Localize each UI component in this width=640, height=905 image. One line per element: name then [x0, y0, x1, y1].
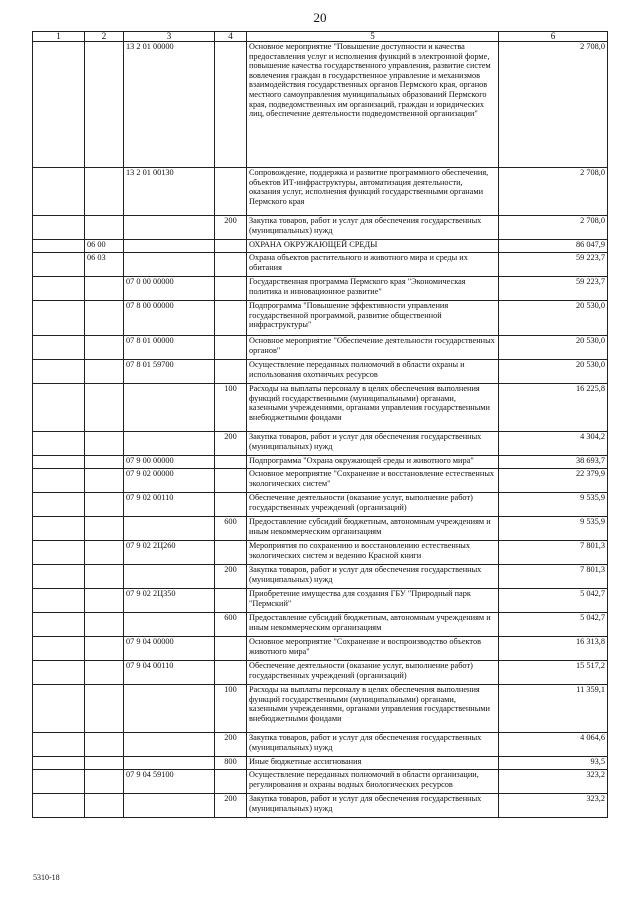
target-article-cell: 07 8 01 00000	[124, 336, 215, 360]
subsection-cell	[85, 384, 124, 432]
section-cell	[33, 493, 85, 517]
expense-type-cell	[215, 277, 247, 301]
subsection-cell	[85, 469, 124, 493]
section-cell	[33, 432, 85, 456]
amount-cell: 7 801,3	[499, 541, 608, 565]
section-cell	[33, 336, 85, 360]
subsection-cell	[85, 685, 124, 733]
table-body	[33, 42, 608, 818]
section-cell	[33, 456, 85, 469]
section-cell	[33, 770, 85, 794]
table-row	[33, 253, 608, 277]
subsection-cell	[85, 733, 124, 757]
subsection-cell	[85, 301, 124, 336]
section-cell	[33, 733, 85, 757]
subsection-cell	[85, 493, 124, 517]
column-header: 3	[124, 32, 215, 42]
section-cell	[33, 565, 85, 589]
expense-type-cell: 200	[215, 432, 247, 456]
section-cell	[33, 613, 85, 637]
document-code: 5310-18	[33, 873, 60, 882]
description-cell: Расходы на выплаты персоналу в целях обеспечения выполнения функций государственными (муниципальными) органами, казенными учреждениями, органами управления государственными внебюджетными фондами	[247, 685, 499, 733]
expense-type-cell	[215, 168, 247, 216]
table-row	[33, 661, 608, 685]
amount-cell: 16 225,8	[499, 384, 608, 432]
section-cell	[33, 240, 85, 253]
subsection-cell	[85, 770, 124, 794]
table-row	[33, 168, 608, 216]
subsection-cell	[85, 661, 124, 685]
section-cell	[33, 42, 85, 168]
target-article-cell	[124, 216, 215, 240]
table-row	[33, 240, 608, 253]
budget-table	[32, 31, 608, 818]
description-cell: Закупка товаров, работ и услуг для обеспечения государственных (муниципальных) нужд	[247, 432, 499, 456]
target-article-cell: 13 2 01 00130	[124, 168, 215, 216]
description-cell: Закупка товаров, работ и услуг для обеспечения государственных (муниципальных) нужд	[247, 794, 499, 818]
expense-type-cell: 200	[215, 794, 247, 818]
target-article-cell	[124, 613, 215, 637]
table-row	[33, 541, 608, 565]
table-row	[33, 613, 608, 637]
column-header: 1	[33, 32, 85, 42]
description-cell: Осуществление переданных полномочий в области охраны и использования охотничьих ресурсов	[247, 360, 499, 384]
section-cell	[33, 216, 85, 240]
expense-type-cell: 200	[215, 216, 247, 240]
expense-type-cell	[215, 637, 247, 661]
expense-type-cell	[215, 770, 247, 794]
description-cell: Сопровождение, поддержка и развитие программного обеспечения, объектов ИТ-инфраструктуры, автоматизация деятельности, оказания услуг, исполнения функций государственными органами Пермского края	[247, 168, 499, 216]
expense-type-cell	[215, 253, 247, 277]
target-article-cell	[124, 240, 215, 253]
table-row	[33, 469, 608, 493]
table-row	[33, 770, 608, 794]
subsection-cell	[85, 613, 124, 637]
target-article-cell: 07 8 00 00000	[124, 301, 215, 336]
section-cell	[33, 637, 85, 661]
table-row	[33, 685, 608, 733]
description-cell: Подпрограмма "Охрана окружающей среды и животного мира"	[247, 456, 499, 469]
target-article-cell	[124, 685, 215, 733]
expense-type-cell: 100	[215, 685, 247, 733]
table-row	[33, 794, 608, 818]
amount-cell: 7 801,3	[499, 565, 608, 589]
expense-type-cell: 200	[215, 733, 247, 757]
amount-cell: 93,5	[499, 757, 608, 770]
target-article-cell	[124, 565, 215, 589]
description-cell: Иные бюджетные ассигнования	[247, 757, 499, 770]
subsection-cell	[85, 360, 124, 384]
section-cell	[33, 661, 85, 685]
table-row	[33, 336, 608, 360]
target-article-cell: 07 9 02 2Ц350	[124, 589, 215, 613]
page-number: 20	[313, 10, 327, 25]
expense-type-cell	[215, 541, 247, 565]
column-header: 2	[85, 32, 124, 42]
expense-type-cell	[215, 469, 247, 493]
description-cell: Основное мероприятие "Повышение доступности и качества предоставления услуг и исполнения функций в электронной форме, повышение качества государственного управления, развитие систем вовлечения граждан в государственное управление и механизмов взаимодействия государственных органов Пермского края, органов местного самоуправления муниципальных образований Пермского края, подведомственных им организаций, граждан и юридических лиц, обеспечение деятельности подведомственной организации"	[247, 42, 499, 168]
amount-cell: 20 530,0	[499, 336, 608, 360]
subsection-cell	[85, 456, 124, 469]
expense-type-cell	[215, 360, 247, 384]
subsection-cell	[85, 432, 124, 456]
table-row	[33, 565, 608, 589]
description-cell: Охрана объектов растительного и животного мира и среды их обитания	[247, 253, 499, 277]
subsection-cell	[85, 168, 124, 216]
amount-cell: 4 064,6	[499, 733, 608, 757]
subsection-cell	[85, 336, 124, 360]
table-row	[33, 301, 608, 336]
description-cell: Расходы на выплаты персоналу в целях обеспечения выполнения функций государственными (муниципальными) органами, казенными учреждениями, органами управления государственными внебюджетными фондами	[247, 384, 499, 432]
section-cell	[33, 168, 85, 216]
expense-type-cell: 200	[215, 565, 247, 589]
expense-type-cell	[215, 42, 247, 168]
description-cell: Обеспечение деятельности (оказание услуг, выполнение работ) государственных учреждений (организаций)	[247, 661, 499, 685]
description-cell: Осуществление переданных полномочий в области организации, регулирования и охраны водных биологических ресурсов	[247, 770, 499, 794]
table-row	[33, 216, 608, 240]
target-article-cell: 07 9 02 00000	[124, 469, 215, 493]
description-cell: Предоставление субсидий бюджетным, автономным учреждениям и иным некоммерческим организациям	[247, 517, 499, 541]
amount-cell: 20 530,0	[499, 301, 608, 336]
subsection-cell	[85, 277, 124, 301]
table-row	[33, 360, 608, 384]
amount-cell: 4 304,2	[499, 432, 608, 456]
amount-cell: 15 517,2	[499, 661, 608, 685]
table-row	[33, 277, 608, 301]
section-cell	[33, 277, 85, 301]
subsection-cell	[85, 565, 124, 589]
subsection-cell	[85, 637, 124, 661]
column-header: 4	[215, 32, 247, 42]
amount-cell: 86 047,9	[499, 240, 608, 253]
table-row	[33, 517, 608, 541]
section-cell	[33, 301, 85, 336]
subsection-cell	[85, 42, 124, 168]
description-cell: Основное мероприятие "Сохранение и восстановление естественных экологических систем"	[247, 469, 499, 493]
amount-cell: 59 223,7	[499, 253, 608, 277]
amount-cell: 2 708,0	[499, 168, 608, 216]
amount-cell: 59 223,7	[499, 277, 608, 301]
description-cell: Закупка товаров, работ и услуг для обеспечения государственных (муниципальных) нужд	[247, 565, 499, 589]
description-cell: Закупка товаров, работ и услуг для обеспечения государственных (муниципальных) нужд	[247, 216, 499, 240]
amount-cell: 323,2	[499, 794, 608, 818]
subsection-cell: 06 00	[85, 240, 124, 253]
expense-type-cell	[215, 240, 247, 253]
section-cell	[33, 517, 85, 541]
table-row	[33, 42, 608, 168]
section-cell	[33, 589, 85, 613]
target-article-cell: 07 9 04 59100	[124, 770, 215, 794]
expense-type-cell: 600	[215, 613, 247, 637]
amount-cell: 20 530,0	[499, 360, 608, 384]
target-article-cell: 07 9 04 00000	[124, 637, 215, 661]
section-cell	[33, 541, 85, 565]
description-cell: Основное мероприятие "Сохранение и воспроизводство объектов животного мира"	[247, 637, 499, 661]
amount-cell: 16 313,8	[499, 637, 608, 661]
amount-cell: 9 535,9	[499, 493, 608, 517]
subsection-cell	[85, 794, 124, 818]
subsection-cell	[85, 589, 124, 613]
amount-cell: 5 042,7	[499, 589, 608, 613]
description-cell: Обеспечение деятельности (оказание услуг, выполнение работ) государственных учреждений (организаций)	[247, 493, 499, 517]
section-cell	[33, 253, 85, 277]
description-cell: Подпрограмма "Повышение эффективности управления государственной программой, развитие общественной инфраструктуры"	[247, 301, 499, 336]
table-row	[33, 493, 608, 517]
expense-type-cell	[215, 301, 247, 336]
description-cell: Предоставление субсидий бюджетным, автономным учреждениям и иным некоммерческим организациям	[247, 613, 499, 637]
table-row	[33, 456, 608, 469]
target-article-cell	[124, 432, 215, 456]
amount-cell: 323,2	[499, 770, 608, 794]
description-cell: Основное мероприятие "Обеспечение деятельности государственных органов"	[247, 336, 499, 360]
description-cell: Закупка товаров, работ и услуг для обеспечения государственных (муниципальных) нужд	[247, 733, 499, 757]
subsection-cell	[85, 541, 124, 565]
target-article-cell	[124, 757, 215, 770]
target-article-cell: 07 9 02 00110	[124, 493, 215, 517]
target-article-cell	[124, 517, 215, 541]
amount-cell: 22 379,9	[499, 469, 608, 493]
column-header: 6	[499, 32, 608, 42]
expense-type-cell: 600	[215, 517, 247, 541]
target-article-cell: 13 2 01 00000	[124, 42, 215, 168]
subsection-cell	[85, 757, 124, 770]
section-cell	[33, 384, 85, 432]
amount-cell: 38 693,7	[499, 456, 608, 469]
section-cell	[33, 685, 85, 733]
expense-type-cell	[215, 336, 247, 360]
expense-type-cell	[215, 456, 247, 469]
table-header-row	[33, 32, 608, 42]
expense-type-cell: 100	[215, 384, 247, 432]
description-cell: ОХРАНА ОКРУЖАЮЩЕЙ СРЕДЫ	[247, 240, 499, 253]
expense-type-cell: 800	[215, 757, 247, 770]
description-cell: Государственная программа Пермского края "Экономическая политика и инновационное развитие"	[247, 277, 499, 301]
target-article-cell	[124, 794, 215, 818]
target-article-cell: 07 9 02 2Ц260	[124, 541, 215, 565]
column-header: 5	[247, 32, 499, 42]
target-article-cell	[124, 733, 215, 757]
description-cell: Приобретение имущества для создания ГБУ "Природный парк "Пермский"	[247, 589, 499, 613]
target-article-cell	[124, 384, 215, 432]
expense-type-cell	[215, 493, 247, 517]
expense-type-cell	[215, 589, 247, 613]
expense-type-cell	[215, 661, 247, 685]
section-cell	[33, 794, 85, 818]
amount-cell: 9 535,9	[499, 517, 608, 541]
subsection-cell	[85, 517, 124, 541]
table-row	[33, 432, 608, 456]
table-row	[33, 733, 608, 757]
amount-cell: 11 359,1	[499, 685, 608, 733]
subsection-cell	[85, 216, 124, 240]
section-cell	[33, 360, 85, 384]
section-cell	[33, 757, 85, 770]
target-article-cell	[124, 253, 215, 277]
target-article-cell: 07 0 00 00000	[124, 277, 215, 301]
amount-cell: 5 042,7	[499, 613, 608, 637]
table-row	[33, 384, 608, 432]
amount-cell: 2 708,0	[499, 216, 608, 240]
amount-cell: 2 708,0	[499, 42, 608, 168]
table-row	[33, 757, 608, 770]
description-cell: Мероприятия по сохранению и восстановлению естественных экологических систем и ведению Красной книги	[247, 541, 499, 565]
target-article-cell: 07 9 00 00000	[124, 456, 215, 469]
table-row	[33, 589, 608, 613]
target-article-cell: 07 8 01 59700	[124, 360, 215, 384]
target-article-cell: 07 9 04 00110	[124, 661, 215, 685]
section-cell	[33, 469, 85, 493]
table-row	[33, 637, 608, 661]
subsection-cell: 06 03	[85, 253, 124, 277]
